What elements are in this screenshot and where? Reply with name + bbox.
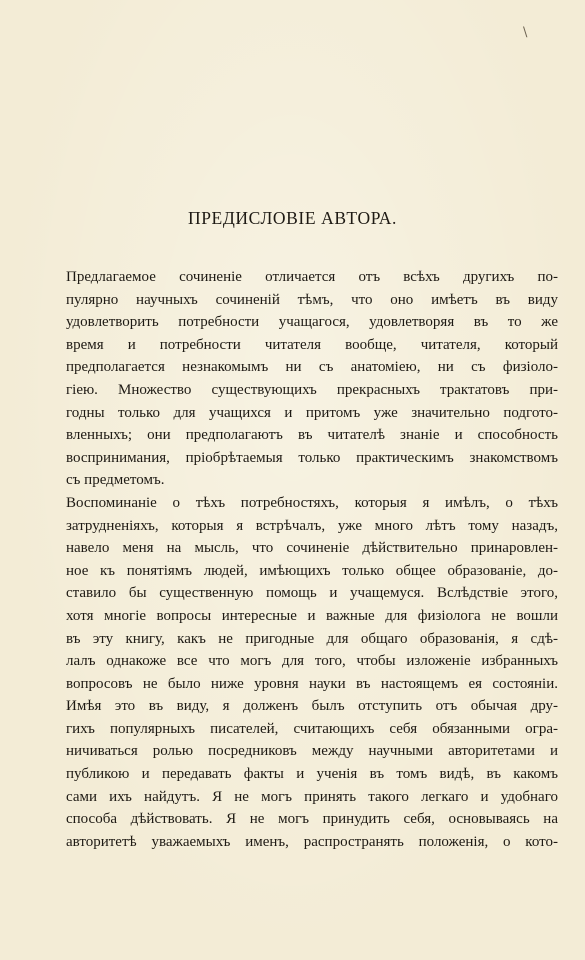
text-line: удовлетворить потребности учащагося, удовлетворяя въ то же — [66, 314, 558, 331]
text-line: публикою и передавать факты и ученія въ томъ видѣ, въ какомъ — [66, 766, 558, 783]
text-line: въ эту книгу, какъ не пригодные для общаго образованія, я сдѣ- — [66, 630, 558, 647]
text-line: пулярно научныхъ сочиненій тѣмъ, что оно имѣетъ въ виду — [66, 291, 558, 308]
text-line: предполагается незнакомымъ ни съ анатоміею, ни съ физіоло- — [66, 359, 558, 376]
body-text — [66, 266, 558, 853]
text-line: съ предметомъ. — [66, 472, 165, 489]
text-line: Имѣя это въ виду, я долженъ былъ отступить отъ обычая дру- — [66, 698, 558, 715]
text-line: лалъ однакоже все что могъ для того, чтобы изложеніе избранныхъ — [66, 653, 558, 670]
text-line: ставило бы существенную помощь и учащемуся. Вслѣдствіе этого, — [66, 585, 558, 602]
paragraph-2 — [66, 492, 558, 695]
chapter-title: ПРЕДИСЛОВІЕ АВТОРА. — [187, 208, 398, 228]
text-line: время и потребности читателя вообще, читателя, который — [66, 336, 558, 353]
text-line: вопросовъ не было ниже уровня науки въ настоящемъ ея состояніи. — [66, 675, 558, 692]
text-line: сами ихъ найдутъ. Я не могъ принять такого легкаго и удобнаго — [66, 788, 558, 805]
text-line: воспринимания, пріобрѣтаемыя только практическимъ знакомствомъ — [66, 449, 558, 466]
text-line: хотя многіе вопросы интересные и важные для физіолога не вошли — [66, 607, 558, 624]
paragraph-3 — [66, 695, 558, 853]
text-line: годны только для учащихся и притомъ уже значительно подгото- — [66, 404, 558, 421]
text-line: авторитетѣ уважаемыхъ именъ, распространять положенія, о кото- — [66, 833, 558, 850]
text-line: Воспоминаніе о тѣхъ потребностяхъ, которыя я имѣлъ, о тѣхъ — [66, 494, 558, 511]
text-line: способа дѣйствовать. Я не могъ принудить себя, основываясь на — [66, 811, 558, 828]
text-line: Предлагаемое сочиненіе отличается отъ всѣхъ другихъ по- — [66, 269, 558, 285]
text-line: ничиваться ролью посредниковъ между научными авторитетами и — [66, 743, 558, 760]
page-corner-mark: \ — [523, 25, 528, 40]
text-line: затрудненіяхъ, которыя я встрѣчалъ, уже много лѣтъ тому назадъ, — [66, 517, 558, 534]
text-line: вленныхъ; они предполагаютъ въ читателѣ знаніе и способность — [66, 427, 558, 444]
text-line: гіею. Множество существующихъ прекрасныхъ трактатовъ при- — [66, 381, 558, 398]
paragraph-1 — [66, 266, 558, 492]
text-line: гихъ популярныхъ писателей, считающихъ себя обязанными огра- — [66, 720, 558, 737]
text-line: навело меня на мысль, что сочиненіе дѣйствительно принаровлен- — [66, 540, 558, 557]
text-line: ное къ понятіямъ людей, имѣющихъ только общее образованіе, до- — [66, 562, 558, 579]
